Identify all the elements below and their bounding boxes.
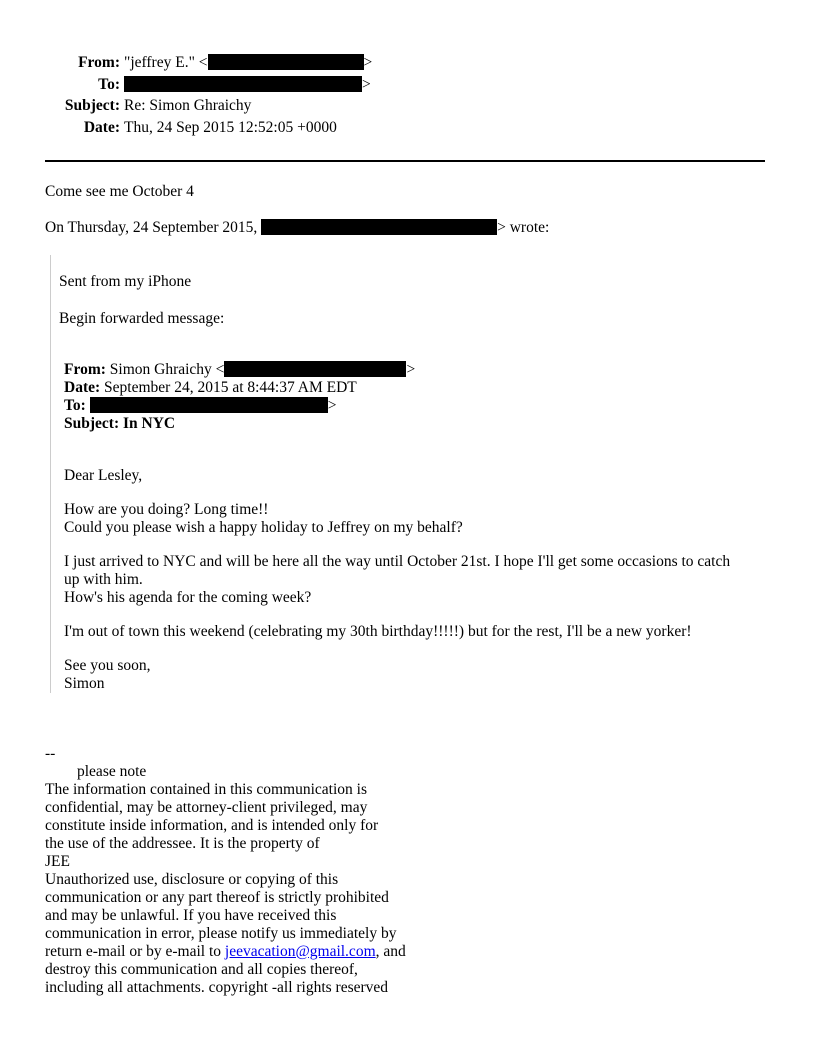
header-divider [45,160,765,162]
subject-value: Re: Simon Ghraichy [124,97,252,114]
disclaimer [45,745,445,997]
para2-line2: up with him. [64,571,143,588]
redaction-bar [208,54,364,70]
fwd-date-label: Date: [64,379,101,396]
closing: See you soon, [64,657,151,674]
from-value: "jeffrey E." < [124,54,208,71]
redaction-bar [224,361,406,377]
para1-line1: How are you doing? Long time!! [64,501,269,518]
fwd-from-value: Simon Ghraichy < [109,361,225,378]
redaction-bar [261,219,497,235]
quote-intro-prefix: On Thursday, 24 September 2015, [45,219,258,236]
disclaimer-line: constitute inside information, and is intended only for [45,817,379,834]
subject-label: Subject: [64,97,120,114]
quote-bar [50,255,51,693]
para1-line2: Could you please wish a happy holiday to Jeffrey on my behalf? [64,519,463,536]
email-prefix: return e-mail or by e-mail to [45,943,225,960]
fwd-to-row [64,397,336,415]
disclaimer-line: communication in error, please notify us immediately by [45,925,397,942]
disclaimer-line: including all attachments. copyright -all rights reserved [45,979,389,996]
signature-dashes: -- [45,745,56,762]
quote-intro-suffix: > wrote: [497,219,550,236]
greeting: Dear Lesley, [64,467,143,484]
para2-line1: I just arrived to NYC and will be here all the way until October 21st. I hope I'll get some occasions to catch [64,553,731,570]
to-label: To: [98,75,120,93]
disclaimer-line: and may be unlawful. If you have received this [45,907,337,924]
fwd-from-row [64,361,415,379]
fwd-subject-label: Subject: [64,415,120,432]
date-label: Date: [83,118,120,136]
fwd-date-value: September 24, 2015 at 8:44:37 AM EDT [104,379,357,396]
disclaimer-line: the use of the addressee. It is the property of [45,835,320,852]
date-value: Thu, 24 Sep 2015 12:52:05 +0000 [124,118,337,136]
from-label: From: [78,54,120,71]
disclaimer-line: destroy this communication and all copies thereof, [45,961,358,978]
fwd-subject-value: In NYC [122,415,176,432]
email-suffix: , and [375,943,406,960]
sent-from-text: Sent from my iPhone [59,273,192,290]
fwd-subject-row [64,415,175,433]
para2-line3: How's his agenda for the coming week? [64,589,312,606]
begin-forwarded-text: Begin forwarded message: [59,310,225,327]
disclaimer-email-line [45,943,445,961]
disclaimer-line: JEE [45,853,70,870]
from-close: > [363,54,373,71]
email-link[interactable]: jeevacation@gmail.com [224,943,376,960]
disclaimer-line: The information contained in this communication is [45,781,367,798]
redaction-bar [124,76,362,92]
signature: Simon [64,675,105,692]
please-note: please note [77,763,147,780]
para3: I'm out of town this weekend (celebrating my 30th birthday!!!!!) but for the rest, I'll be a new yorker! [64,623,692,640]
disclaimer-line: confidential, may be attorney-client privileged, may [45,799,368,816]
disclaimer-line: Unauthorized use, disclosure or copying of this [45,871,339,888]
reply-text: Come see me October 4 [45,183,194,200]
fwd-to-label: To: [64,397,86,414]
redaction-bar [90,397,328,413]
disclaimer-line: communication or any part thereof is strictly prohibited [45,889,389,906]
quote-intro [45,219,549,237]
fwd-from-label: From: [64,361,106,378]
fwd-from-close: > [406,361,416,378]
to-close: > [362,75,371,93]
fwd-to-close: > [327,397,337,414]
fwd-date-row [64,379,357,397]
